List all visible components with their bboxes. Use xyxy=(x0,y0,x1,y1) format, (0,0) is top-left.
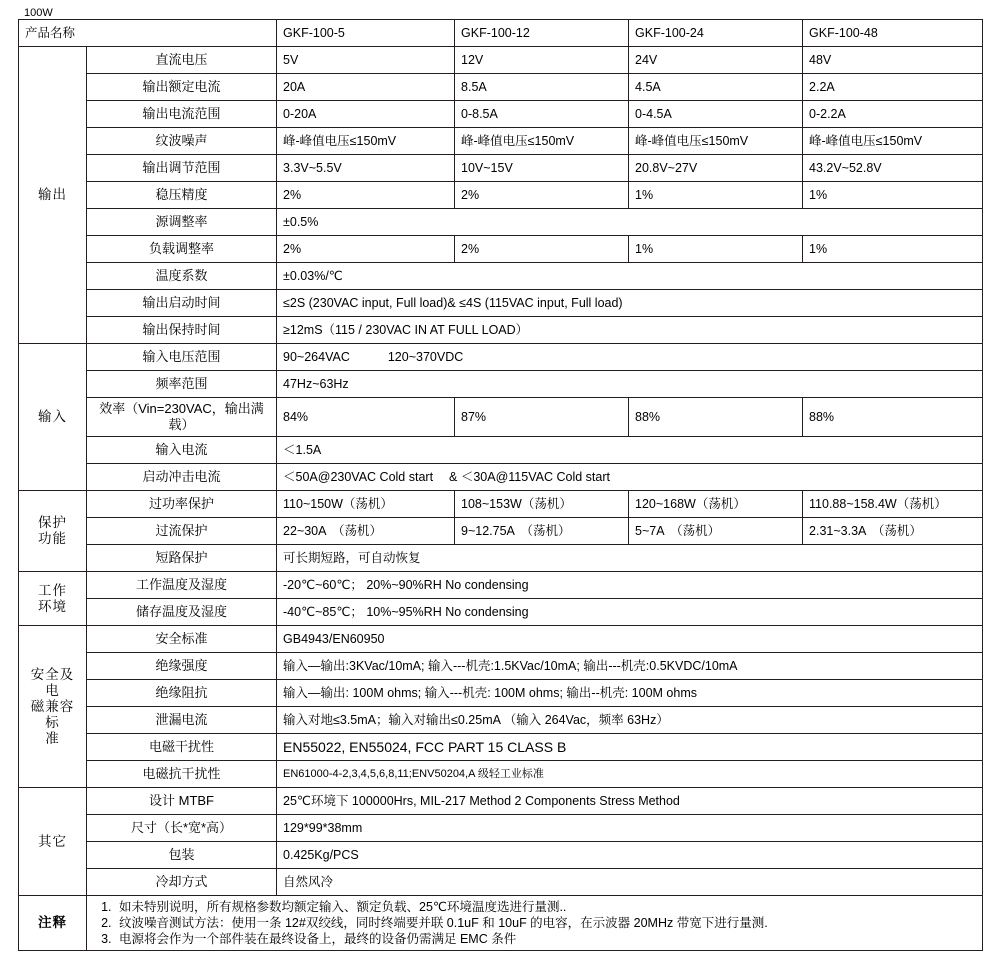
value-cell: 8.5A xyxy=(455,74,629,101)
param-emi: 电磁干扰性 xyxy=(87,734,277,761)
section-label-line1: 工作 xyxy=(38,582,67,598)
section-label-line1: 保护 xyxy=(38,515,67,530)
value-cell: 87% xyxy=(455,398,629,437)
value-cell: 5V xyxy=(277,47,455,74)
value-cell: 2% xyxy=(277,236,455,263)
top-note: 100W xyxy=(24,7,53,19)
value-cell: 84% xyxy=(277,398,455,437)
value-cell: 20A xyxy=(277,74,455,101)
value-cell: 0.425Kg/PCS xyxy=(277,842,983,869)
table-row xyxy=(19,128,983,155)
param-cooling-method: 冷却方式 xyxy=(87,869,277,896)
table-row xyxy=(19,653,983,680)
value-cell: 输入对地≤3.5mA；输入对输出≤0.25mA （输入 264Vac，频率 63Hz） xyxy=(277,707,983,734)
table-row xyxy=(19,464,983,491)
param-short-circuit-protection: 短路保护 xyxy=(87,545,277,572)
value-cell: EN61000-4-2,3,4,5,6,8,11;ENV50204,A 级轻工业标准 xyxy=(277,761,983,788)
param-insulation-resistance: 绝缘阻抗 xyxy=(87,680,277,707)
value-cell: 129*99*38mm xyxy=(277,815,983,842)
value-cell: 1% xyxy=(629,182,803,209)
value-cell: -40℃~85℃； 10%~95%RH No condensing xyxy=(277,599,983,626)
value-cell: 110.88~158.4W（荡机） xyxy=(803,491,983,518)
model-header-2: GKF-100-12 xyxy=(455,20,629,47)
value-cell: ＜1.5A xyxy=(277,437,983,464)
section-label-input: 输入 xyxy=(19,344,87,491)
notes-body xyxy=(87,896,983,951)
value-cell: 输入—输出: 100M ohms; 输入---机壳: 100M ohms; 输出--机壳: 100M ohms xyxy=(277,680,983,707)
table-header-row xyxy=(19,20,983,47)
section-label-line3: 准 xyxy=(45,730,60,746)
notes-row xyxy=(19,896,983,951)
section-label-environment xyxy=(19,572,87,626)
value-text-extra: & ＜30A@115VAC Cold start xyxy=(449,470,610,484)
value-cell: 3.3V~5.5V xyxy=(277,155,455,182)
param-frequency-range: 频率范围 xyxy=(87,371,277,398)
value-cell: 2% xyxy=(277,182,455,209)
param-emс-immunity: 电磁抗干扰性 xyxy=(87,761,277,788)
table-row xyxy=(19,599,983,626)
value-cell: 88% xyxy=(629,398,803,437)
value-cell: 输入—输出:3KVac/10mA; 输入---机壳:1.5KVac/10mA; 输出---机壳:0.5KVDC/10mA xyxy=(277,653,983,680)
model-header-3: GKF-100-24 xyxy=(629,20,803,47)
param-regulation-accuracy: 稳压精度 xyxy=(87,182,277,209)
product-name-label: 产品名称 xyxy=(19,20,277,47)
param-dielectric-strength: 绝缘强度 xyxy=(87,653,277,680)
param-rated-current: 输出额定电流 xyxy=(87,74,277,101)
value-cell: 2.2A xyxy=(803,74,983,101)
list-item: 2. 纹波噪音测试方法：使用一条 12#双绞线，同时终端要并联 0.1uF 和 10uF 的电容，在示波器 20MHz 带宽下进行量测. xyxy=(115,915,976,931)
param-dimensions: 尺寸（长*宽*高） xyxy=(87,815,277,842)
value-cell: 43.2V~52.8V xyxy=(803,155,983,182)
table-row xyxy=(19,761,983,788)
param-mtbf: 设计 MTBF xyxy=(87,788,277,815)
value-cell: GB4943/EN60950 xyxy=(277,626,983,653)
param-leakage-current: 泄漏电流 xyxy=(87,707,277,734)
value-cell: 0-8.5A xyxy=(455,101,629,128)
value-cell: 25℃环境下 100000Hrs, MIL-217 Method 2 Components Stress Method xyxy=(277,788,983,815)
param-input-voltage-range: 输入电压范围 xyxy=(87,344,277,371)
value-text: ＜50A@230VAC Cold start xyxy=(283,470,434,484)
value-cell: 自然风冷 xyxy=(277,869,983,896)
value-text-extra: 120~370VDC xyxy=(387,350,464,364)
value-cell: EN55022, EN55024, FCC PART 15 CLASS B xyxy=(277,734,983,761)
model-header-1: GKF-100-5 xyxy=(277,20,455,47)
table-row xyxy=(19,101,983,128)
param-efficiency: 效率（Vin=230VAC，输出满载） xyxy=(87,398,277,437)
value-cell: 9~12.75A （荡机） xyxy=(455,518,629,545)
value-cell: 5~7A （荡机） xyxy=(629,518,803,545)
param-startup-time: 输出启动时间 xyxy=(87,290,277,317)
table-row xyxy=(19,572,983,599)
section-label-line2: 磁兼容标 xyxy=(30,698,75,730)
section-label-safety-emc xyxy=(19,626,87,788)
list-item: 1. 如未特别说明，所有规格参数均额定输入、额定负载、25℃环境温度选进行量测.. xyxy=(115,899,976,915)
table-row xyxy=(19,398,983,437)
value-cell: 10V~15V xyxy=(455,155,629,182)
param-packaging: 包装 xyxy=(87,842,277,869)
value-cell xyxy=(277,344,983,371)
value-cell: 1% xyxy=(803,236,983,263)
section-label-other: 其它 xyxy=(19,788,87,896)
value-cell: 峰-峰值电压≤150mV xyxy=(277,128,455,155)
value-cell xyxy=(277,464,983,491)
param-over-current-protection: 过流保护 xyxy=(87,518,277,545)
table-row xyxy=(19,518,983,545)
param-current-range: 输出电流范围 xyxy=(87,101,277,128)
param-over-power-protection: 过功率保护 xyxy=(87,491,277,518)
table-row xyxy=(19,290,983,317)
value-cell: ≤2S (230VAC input, Full load)& ≤4S (115VAC input, Full load) xyxy=(277,290,983,317)
value-cell: ≥12mS（115 / 230VAC IN AT FULL LOAD） xyxy=(277,317,983,344)
table-row xyxy=(19,707,983,734)
table-row xyxy=(19,209,983,236)
section-label-line2: 功能 xyxy=(38,531,67,546)
table-row xyxy=(19,317,983,344)
value-cell: -20℃~60℃； 20%~90%RH No condensing xyxy=(277,572,983,599)
specification-table xyxy=(18,19,983,951)
param-operating-temp-humidity: 工作温度及湿度 xyxy=(87,572,277,599)
param-dc-voltage: 直流电压 xyxy=(87,47,277,74)
value-cell: 1% xyxy=(803,182,983,209)
table-row xyxy=(19,182,983,209)
value-cell: 2% xyxy=(455,182,629,209)
param-temperature-coefficient: 温度系数 xyxy=(87,263,277,290)
param-adjust-range: 输出调节范围 xyxy=(87,155,277,182)
table-row xyxy=(19,74,983,101)
section-label-output: 输出 xyxy=(19,47,87,344)
table-row xyxy=(19,47,983,74)
value-cell: 108~153W（荡机） xyxy=(455,491,629,518)
table-row xyxy=(19,263,983,290)
table-row xyxy=(19,371,983,398)
list-item: 3. 电源将会作为一个部件装在最终设备上，最终的设备仍需满足 EMC 条件 xyxy=(115,931,976,947)
table-row xyxy=(19,734,983,761)
table-row xyxy=(19,236,983,263)
table-row xyxy=(19,788,983,815)
section-label-line1: 安全及电 xyxy=(30,666,75,698)
table-row xyxy=(19,869,983,896)
value-cell: 2.31~3.3A （荡机） xyxy=(803,518,983,545)
param-load-regulation: 负载调整率 xyxy=(87,236,277,263)
section-label-protection xyxy=(19,491,87,572)
value-cell: 110~150W（荡机） xyxy=(277,491,455,518)
value-cell: ±0.5% xyxy=(277,209,983,236)
table-row xyxy=(19,491,983,518)
table-row xyxy=(19,680,983,707)
table-row xyxy=(19,626,983,653)
value-cell: 88% xyxy=(803,398,983,437)
param-line-regulation: 源调整率 xyxy=(87,209,277,236)
value-cell: 0-20A xyxy=(277,101,455,128)
param-input-current: 输入电流 xyxy=(87,437,277,464)
table-row xyxy=(19,344,983,371)
table-row xyxy=(19,842,983,869)
value-cell: 可长期短路，可自动恢复 xyxy=(277,545,983,572)
value-cell: 22~30A （荡机） xyxy=(277,518,455,545)
value-cell: 47Hz~63Hz xyxy=(277,371,983,398)
table-row xyxy=(19,815,983,842)
table-row xyxy=(19,545,983,572)
value-text: 90~264VAC xyxy=(283,350,350,364)
value-cell: 峰-峰值电压≤150mV xyxy=(803,128,983,155)
section-label-line2: 环境 xyxy=(38,598,67,614)
value-cell: 120~168W（荡机） xyxy=(629,491,803,518)
value-cell: 峰-峰值电压≤150mV xyxy=(455,128,629,155)
value-cell: 峰-峰值电压≤150mV xyxy=(629,128,803,155)
value-cell: 0-2.2A xyxy=(803,101,983,128)
notes-list xyxy=(93,899,976,947)
param-hold-up-time: 输出保持时间 xyxy=(87,317,277,344)
value-cell: 24V xyxy=(629,47,803,74)
param-safety-standard: 安全标准 xyxy=(87,626,277,653)
value-cell: 48V xyxy=(803,47,983,74)
param-storage-temp-humidity: 储存温度及湿度 xyxy=(87,599,277,626)
param-inrush-current: 启动冲击电流 xyxy=(87,464,277,491)
value-cell: 2% xyxy=(455,236,629,263)
value-cell: 1% xyxy=(629,236,803,263)
notes-label: 注释 xyxy=(19,896,87,951)
value-cell: 0-4.5A xyxy=(629,101,803,128)
model-header-4: GKF-100-48 xyxy=(803,20,983,47)
table-row xyxy=(19,155,983,182)
value-cell: 12V xyxy=(455,47,629,74)
value-cell: ±0.03%/℃ xyxy=(277,263,983,290)
param-ripple-noise: 纹波噪声 xyxy=(87,128,277,155)
table-row xyxy=(19,437,983,464)
value-cell: 4.5A xyxy=(629,74,803,101)
value-cell: 20.8V~27V xyxy=(629,155,803,182)
